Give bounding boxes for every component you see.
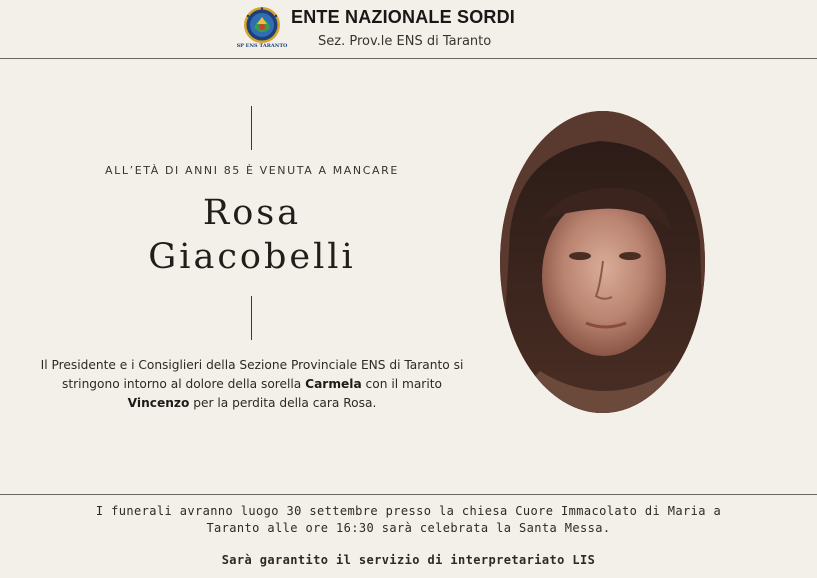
header-divider [0, 58, 817, 59]
header [0, 0, 817, 58]
message-part1: Il Presidente e i Consiglieri della Sezione Provinciale ENS di Taranto si stringono intorno al dolore della sorella [40, 358, 464, 391]
logo-caption: SP ENS TARANTO [236, 43, 288, 49]
lis-service-note: Sarà garantito il servizio di interpretariato LIS [221, 553, 596, 567]
message-part2: con il marito [361, 377, 442, 391]
husband-name: Vincenzo [127, 396, 190, 410]
portrait-photo [500, 111, 705, 413]
message-part3: per la perdita della cara Rosa. [189, 396, 377, 410]
funeral-info-line2: Taranto alle ore 16:30 sarà celebrata la Santa Messa. [206, 521, 611, 535]
intro-text: ALL’ETÀ DI ANNI 85 È VENUTA A MANCARE [105, 164, 399, 177]
org-name: ENTE NAZIONALE SORDI [291, 7, 516, 27]
last-name: Giacobelli [148, 237, 356, 277]
first-name: Rosa [202, 193, 302, 233]
section-name: Sez. Prov.le ENS di Taranto [318, 34, 492, 49]
funeral-info-line1: I funerali avranno luogo 30 settembre presso la chiesa Cuore Immacolato di Maria a [95, 504, 722, 518]
footer-divider [0, 494, 817, 495]
sister-name: Carmela [305, 377, 362, 391]
vertical-divider-top [251, 106, 252, 150]
vertical-divider-bottom [251, 296, 252, 340]
condolence-message [30, 356, 474, 413]
